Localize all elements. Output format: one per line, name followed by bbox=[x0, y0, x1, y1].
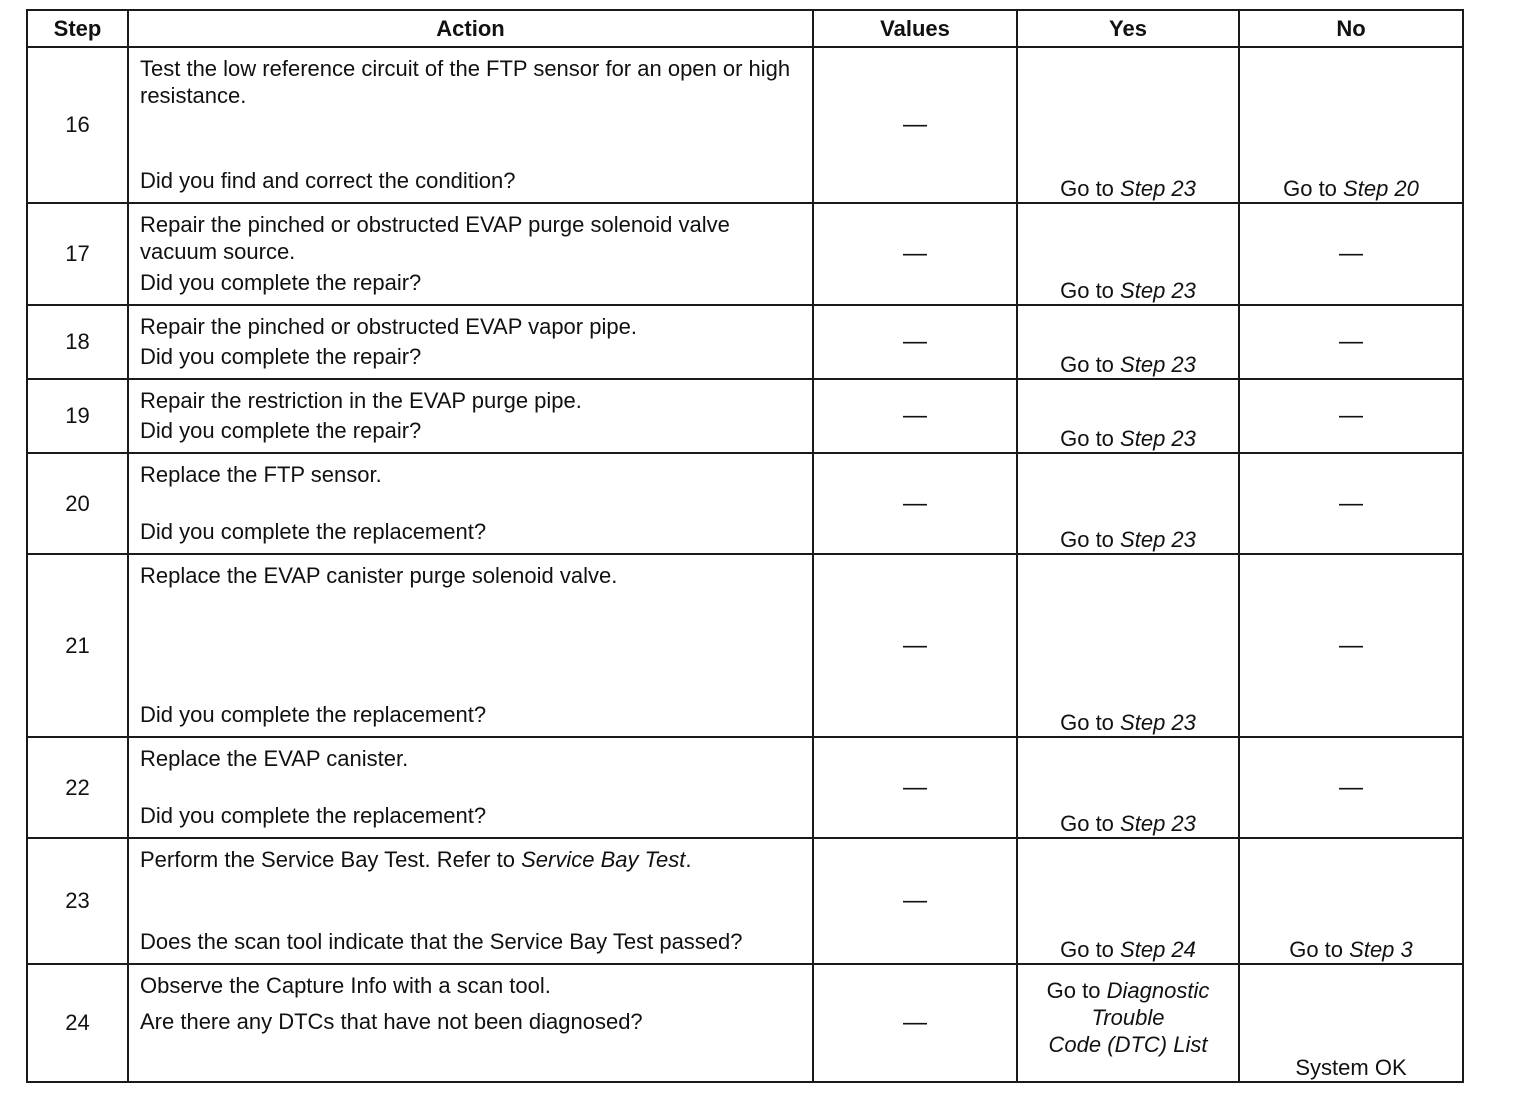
yes-cell bbox=[1017, 554, 1239, 737]
table-row bbox=[27, 964, 1463, 1082]
action-question: Did you find and correct the condition? bbox=[140, 168, 516, 193]
go-to-label: Go to bbox=[1060, 937, 1114, 962]
action-text: Repair the restriction in the EVAP purge pipe. bbox=[140, 388, 582, 413]
table-row bbox=[27, 47, 1463, 203]
no-cell: — bbox=[1239, 305, 1463, 379]
go-to-label: Go to bbox=[1060, 352, 1114, 377]
step-number: 20 bbox=[27, 453, 128, 554]
yes-step-link[interactable]: Step 23 bbox=[1120, 710, 1196, 735]
go-to-label: Go to bbox=[1060, 527, 1114, 552]
go-to-label: Go to bbox=[1283, 176, 1337, 201]
action-text: Repair the pinched or obstructed EVAP purge solenoid valve vacuum source. bbox=[140, 212, 730, 264]
no-cell: — bbox=[1239, 554, 1463, 737]
values-cell: — bbox=[813, 305, 1017, 379]
dtc-list-link[interactable]: Diagnostic bbox=[1106, 977, 1210, 1003]
action-text: Perform the Service Bay Test. Refer to Service Bay Test. bbox=[140, 847, 692, 872]
header-values: Values bbox=[813, 10, 1017, 47]
yes-step-link[interactable]: Step 23 bbox=[1120, 527, 1196, 552]
values-cell: — bbox=[813, 554, 1017, 737]
action-cell bbox=[128, 379, 813, 453]
values-cell: — bbox=[813, 203, 1017, 305]
action-text: Replace the EVAP canister purge solenoid valve. bbox=[140, 563, 618, 588]
action-question: Are there any DTCs that have not been diagnosed? bbox=[140, 1009, 643, 1034]
action-cell bbox=[128, 838, 813, 964]
table-row bbox=[27, 203, 1463, 305]
yes-cell bbox=[1017, 838, 1239, 964]
table-row bbox=[27, 379, 1463, 453]
values-cell: — bbox=[813, 737, 1017, 838]
step-number: 16 bbox=[27, 47, 128, 203]
step-number: 23 bbox=[27, 838, 128, 964]
step-number: 22 bbox=[27, 737, 128, 838]
action-question: Did you complete the replacement? bbox=[140, 702, 487, 727]
values-cell: — bbox=[813, 453, 1017, 554]
header-yes: Yes bbox=[1017, 10, 1239, 47]
action-cell bbox=[128, 964, 813, 1082]
action-cell bbox=[128, 554, 813, 737]
step-number: 18 bbox=[27, 305, 128, 379]
go-to-label: Go to bbox=[1060, 278, 1114, 303]
go-to-label: Go to bbox=[1060, 426, 1114, 451]
go-to-label: Go to bbox=[1060, 710, 1114, 735]
action-text: Repair the pinched or obstructed EVAP vapor pipe. bbox=[140, 314, 637, 339]
no-step-link[interactable]: Step 20 bbox=[1343, 176, 1419, 201]
yes-cell bbox=[1017, 379, 1239, 453]
yes-step-link[interactable]: Step 23 bbox=[1120, 426, 1196, 451]
yes-step-link[interactable]: Step 23 bbox=[1120, 811, 1196, 836]
action-text: Replace the EVAP canister. bbox=[140, 746, 409, 771]
yes-cell bbox=[1017, 305, 1239, 379]
diagnostic-table bbox=[26, 9, 1464, 1083]
step-number: 19 bbox=[27, 379, 128, 453]
action-cell bbox=[128, 737, 813, 838]
step-number: 17 bbox=[27, 203, 128, 305]
action-text: Replace the FTP sensor. bbox=[140, 462, 382, 487]
action-question: Did you complete the repair? bbox=[140, 344, 422, 369]
dtc-list-link[interactable]: Trouble bbox=[1091, 1004, 1165, 1030]
no-cell: — bbox=[1239, 737, 1463, 838]
yes-step-link[interactable]: Step 23 bbox=[1120, 176, 1196, 201]
table-row bbox=[27, 838, 1463, 964]
header-no: No bbox=[1239, 10, 1463, 47]
go-to-label: Go to bbox=[1046, 977, 1101, 1003]
go-to-label: Go to bbox=[1060, 811, 1114, 836]
values-cell: — bbox=[813, 47, 1017, 203]
yes-cell bbox=[1017, 737, 1239, 838]
yes-step-link[interactable]: Step 24 bbox=[1120, 937, 1196, 962]
no-cell: — bbox=[1239, 453, 1463, 554]
service-bay-test-link[interactable]: Service Bay Test bbox=[521, 847, 686, 872]
header-step: Step bbox=[27, 10, 128, 47]
action-text: Test the low reference circuit of the FTP sensor for an open or high resistance. bbox=[140, 56, 791, 108]
values-cell: — bbox=[813, 838, 1017, 964]
table-row bbox=[27, 554, 1463, 737]
table-row bbox=[27, 737, 1463, 838]
yes-cell bbox=[1017, 203, 1239, 305]
yes-cell bbox=[1017, 453, 1239, 554]
values-cell: — bbox=[813, 964, 1017, 1082]
no-cell bbox=[1239, 838, 1463, 964]
action-question: Did you complete the replacement? bbox=[140, 803, 487, 828]
no-cell: — bbox=[1239, 379, 1463, 453]
no-cell: — bbox=[1239, 203, 1463, 305]
yes-cell bbox=[1017, 964, 1239, 1082]
go-to-label: Go to bbox=[1060, 176, 1114, 201]
yes-cell bbox=[1017, 47, 1239, 203]
values-cell: — bbox=[813, 379, 1017, 453]
action-question: Did you complete the replacement? bbox=[140, 519, 487, 544]
action-question: Did you complete the repair? bbox=[140, 270, 422, 295]
dtc-list-link[interactable]: Code (DTC) List bbox=[1048, 1031, 1208, 1057]
go-to-label: Go to bbox=[1289, 937, 1344, 962]
yes-step-link[interactable]: Step 23 bbox=[1120, 352, 1196, 377]
header-row bbox=[27, 10, 1463, 47]
step-number: 21 bbox=[27, 554, 128, 737]
no-cell: System OK bbox=[1239, 964, 1463, 1082]
action-cell bbox=[128, 305, 813, 379]
action-cell bbox=[128, 453, 813, 554]
header-action: Action bbox=[128, 10, 813, 47]
action-cell bbox=[128, 47, 813, 203]
no-step-link[interactable]: Step 3 bbox=[1349, 937, 1413, 962]
action-text: Observe the Capture Info with a scan tool. bbox=[140, 973, 551, 998]
yes-step-link[interactable]: Step 23 bbox=[1120, 278, 1196, 303]
table-row bbox=[27, 305, 1463, 379]
no-cell bbox=[1239, 47, 1463, 203]
step-number: 24 bbox=[27, 964, 128, 1082]
action-cell bbox=[128, 203, 813, 305]
action-question: Does the scan tool indicate that the Service Bay Test passed? bbox=[140, 929, 743, 954]
action-question: Did you complete the repair? bbox=[140, 418, 422, 443]
table-row bbox=[27, 453, 1463, 554]
